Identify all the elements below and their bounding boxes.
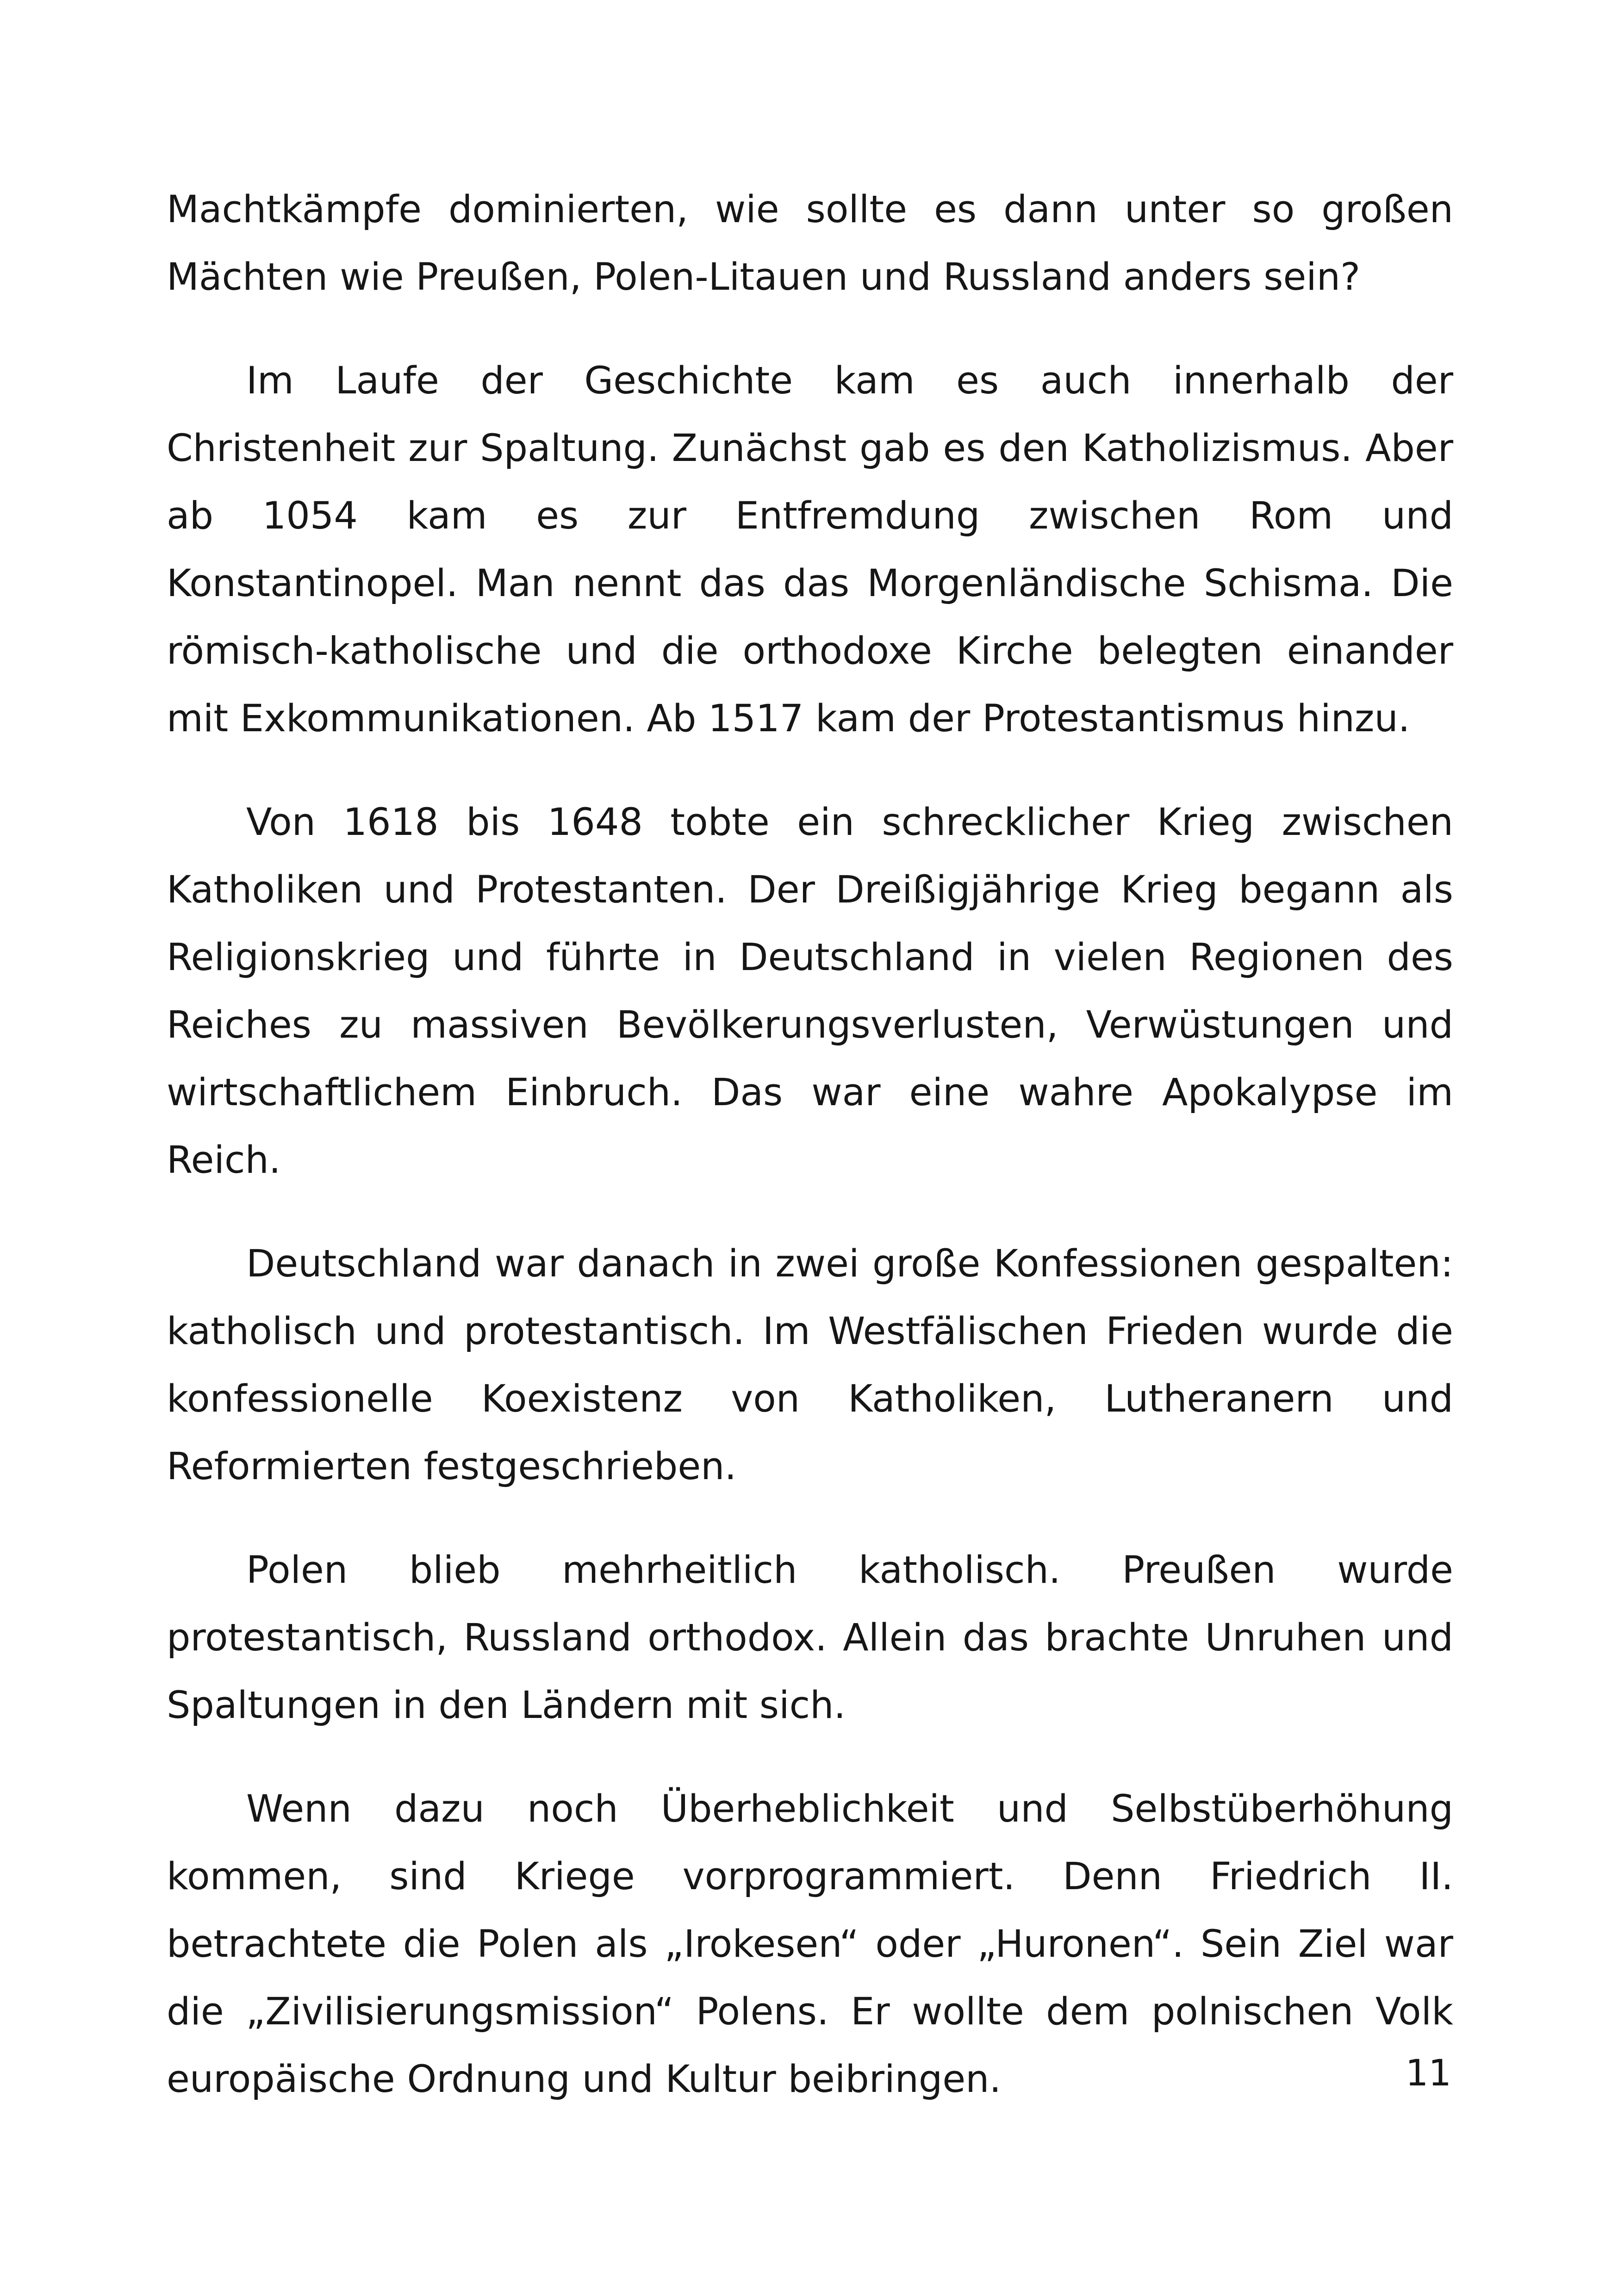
paragraph: Im Laufe der Geschichte kam es auch innerhalb der Christenheit zur Spaltung. Zunächst gab es den Katholizismus. Aber ab 1054 kam es zur Entfremdung zwischen Rom und Konstantinopel. Man nennt das das Morgenländische Schisma. Die römisch-katholische und die orthodoxe Kirche belegten einander mit Exkommunikationen. Ab 1517 kam der Protestantismus hinzu. (167, 359, 1453, 740)
paragraph: Deutschland war danach in zwei große Konfessionen gespalten: katholisch und protestantisch. Im Westfälischen Frieden wurde die konfessionelle Koexistenz von Katholiken, Lutheranern und Reformierten festgeschrieben. (167, 1242, 1453, 1488)
paragraph-continuation: Machtkämpfe dominierten, wie sollte es dann unter so großen Mächten wie Preußen, Polen-Litauen und Russland anders sein? (167, 188, 1453, 299)
page-body (167, 176, 1453, 2113)
paragraph: Wenn dazu noch Überheblichkeit und Selbstüberhöhung kommen, sind Kriege vorprogrammiert. Denn Friedrich II. betrachtete die Polen als „Irokesen“ oder „Huronen“. Sein Ziel war die „Zivilisierungsmission“ Polens. Er wollte dem polnischen Volk europäische Ordnung und Kultur beibringen. (167, 1787, 1453, 2101)
paragraph: Von 1618 bis 1648 tobte ein schrecklicher Krieg zwischen Katholiken und Protestanten. Der Dreißigjährige Krieg begann als Religionskrieg und führte in Deutschland in vielen Regionen des Reiches zu massiven Bevölkerungsverlusten, Verwüstungen und wirtschaftlichem Einbruch. Das war eine wahre Apokalypse im Reich. (167, 801, 1453, 1182)
page-number: 11 (1405, 2053, 1451, 2094)
paragraph: Polen blieb mehrheitlich katholisch. Preußen wurde protestantisch, Russland orthodox. Allein das brachte Unruhen und Spaltungen in den Ländern mit sich. (167, 1549, 1453, 1727)
